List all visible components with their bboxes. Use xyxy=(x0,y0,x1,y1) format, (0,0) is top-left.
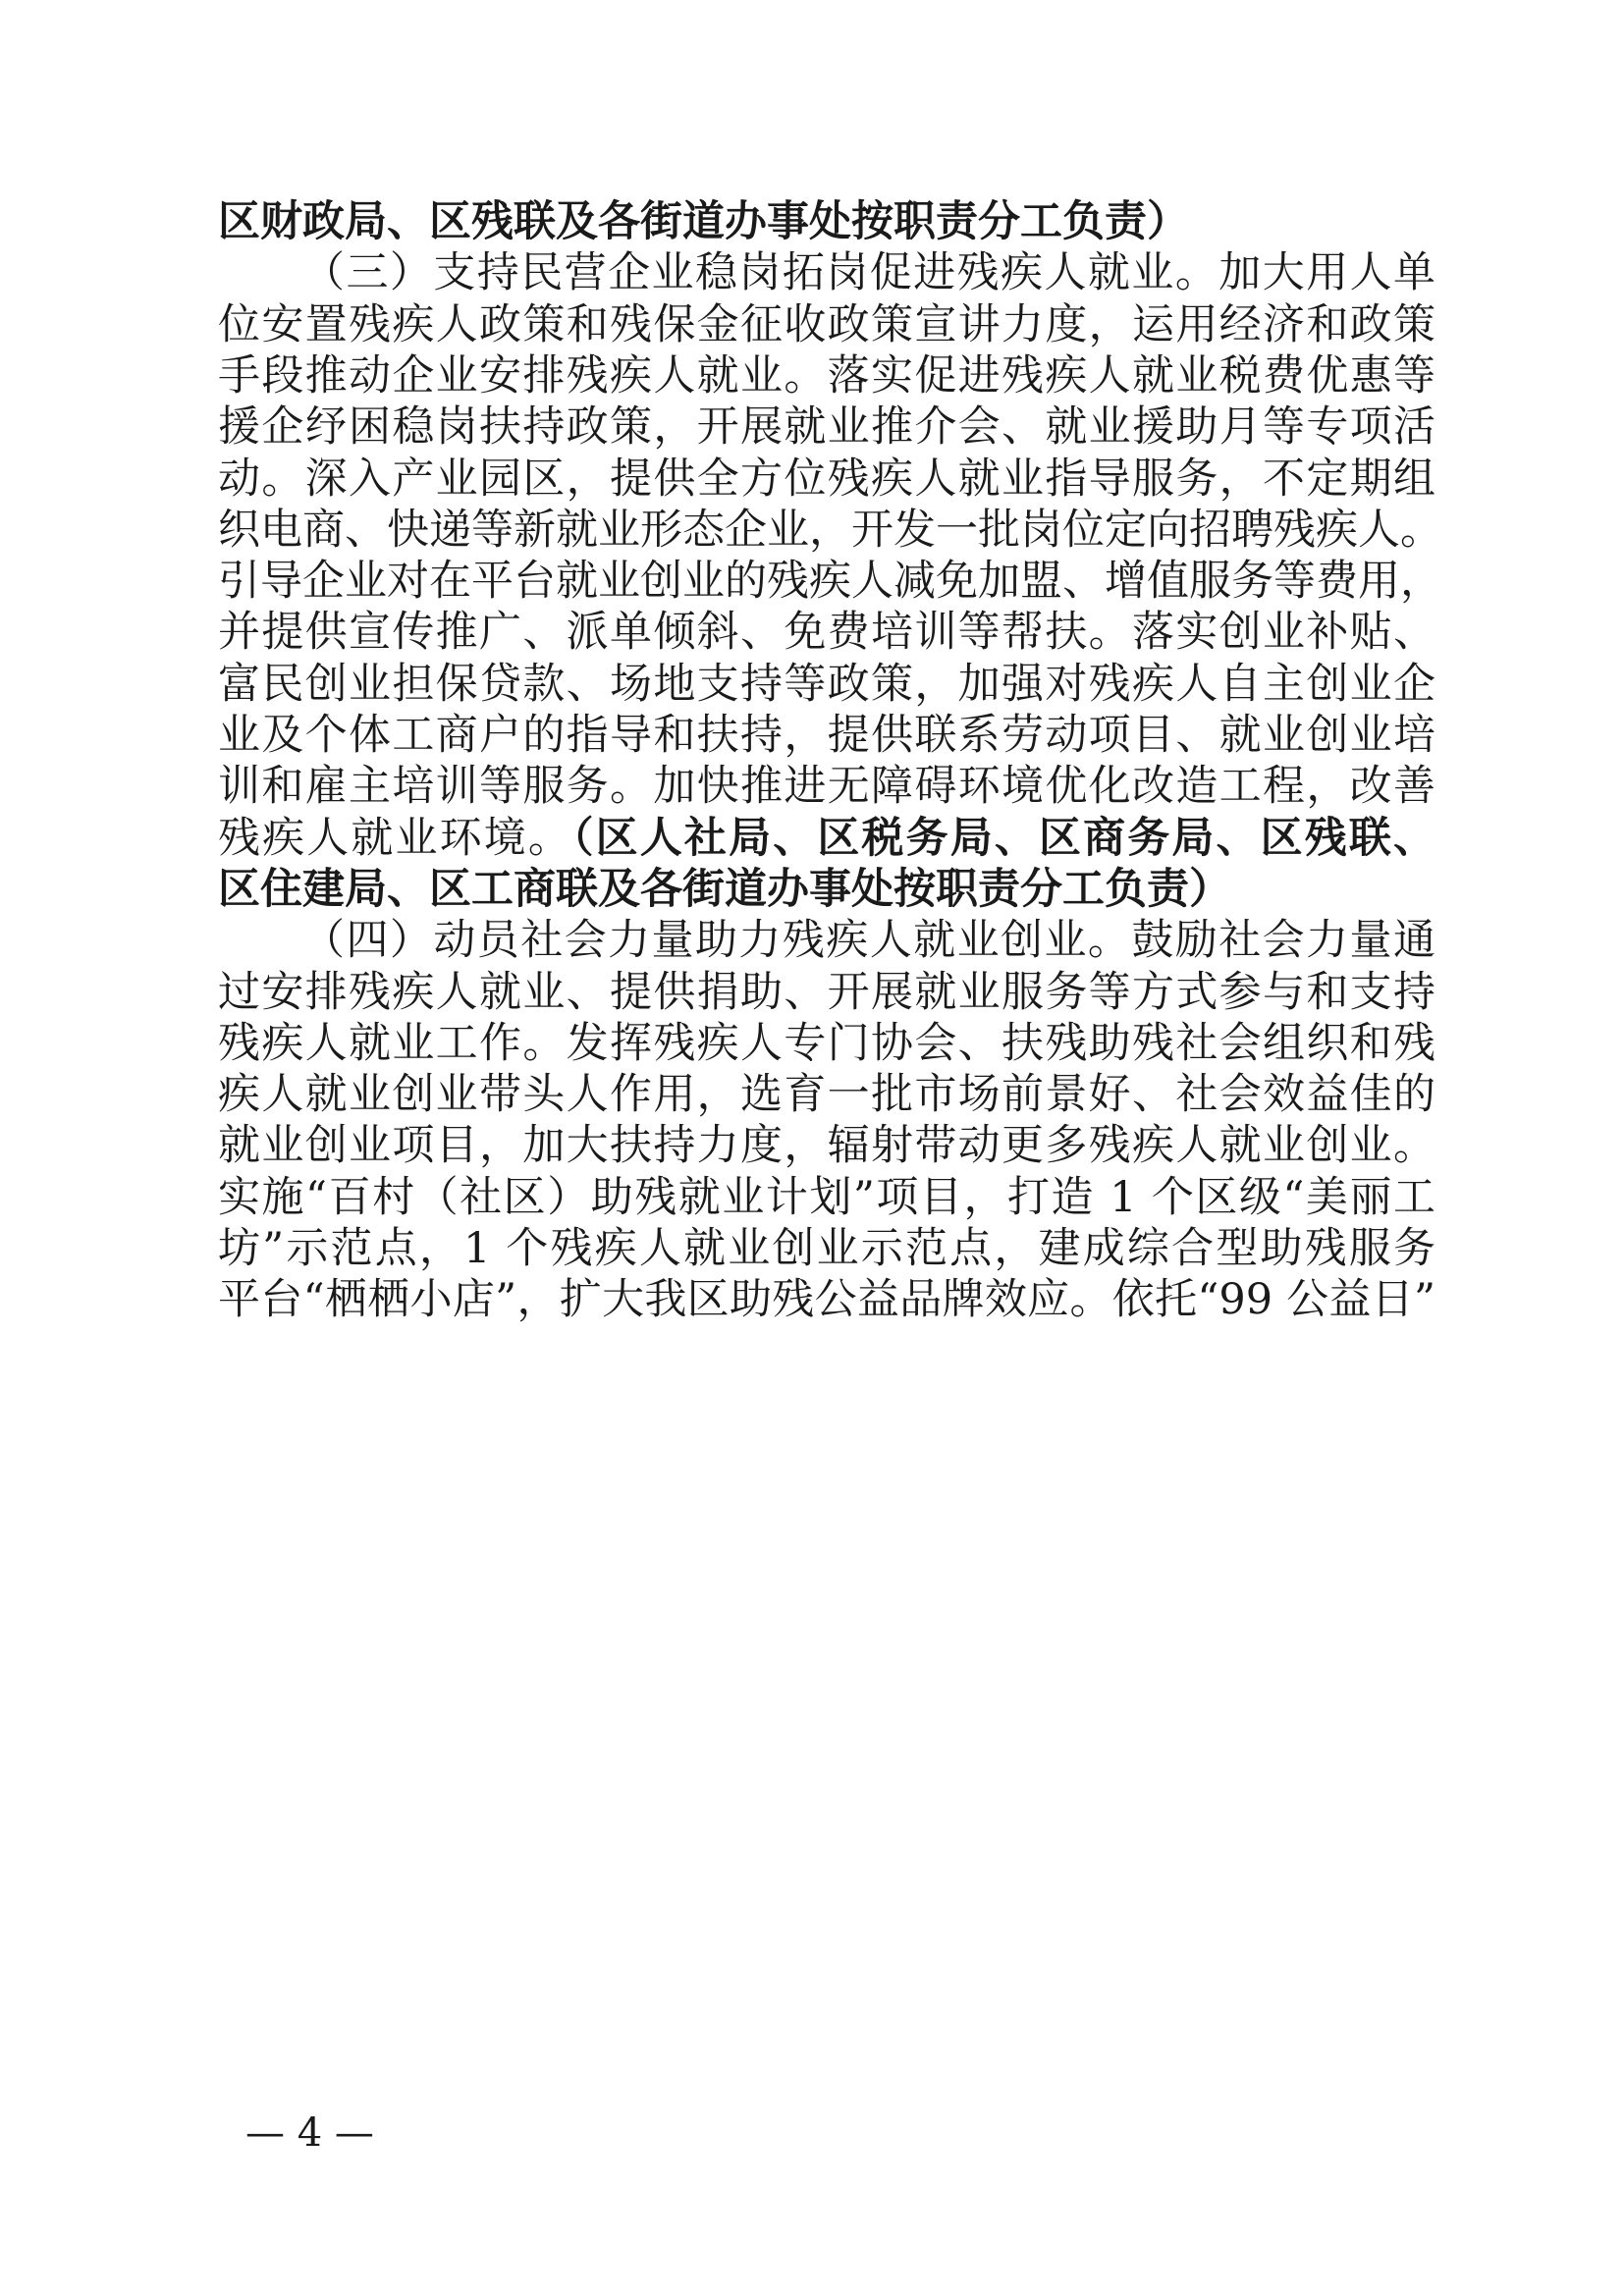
text-run: 就业创业项目，加大扶持力度，辐射带动更多残疾人就业创业。 xyxy=(218,1121,1435,1171)
text-run: 动。深入产业园区，提供全方位残疾人就业指导服务，不定期组 xyxy=(218,454,1435,504)
text-run: 训和雇主培训等服务。加快推进无障碍环境优化改造工程，改善 xyxy=(218,762,1435,812)
text-run: 位安置残疾人政策和残保金征收政策宣讲力度，运用经济和政策 xyxy=(218,299,1435,349)
text-line xyxy=(218,1121,1435,1171)
text-run: 实施“百村（社区）助残就业计划”项目，打造 1 个区级“美丽工 xyxy=(218,1172,1435,1222)
text-run: 残疾人就业工作。发挥残疾人专门协会、扶残助残社会组织和残 xyxy=(218,1018,1435,1068)
text-line xyxy=(218,299,1435,349)
text-run: 平台“栖栖小店”，扩大我区助残公益品牌效应。依托“99 公益日” xyxy=(218,1275,1435,1325)
text-line xyxy=(218,711,1435,760)
responsible-units: （区人社局、区税务局、区商务局、区残联、 xyxy=(572,813,1436,863)
text-line xyxy=(218,864,1435,914)
text-run: 坊”示范点，1 个残疾人就业创业示范点，建成综合型助残服务 xyxy=(218,1224,1435,1273)
text-line xyxy=(218,1275,1435,1325)
section-heading: （三）支持民营企业稳岗拓岗促进残疾人就业 xyxy=(302,248,1175,298)
text-line xyxy=(218,402,1435,453)
responsible-units: 区住建局、区工商联及各街道办事处按职责分工负责） xyxy=(218,864,1231,914)
text-run: 过安排残疾人就业、提供捐助、开展就业服务等方式参与和支持 xyxy=(218,967,1435,1017)
text-run: 并提供宣传推广、派单倾斜、免费培训等帮扶。落实创业补贴、 xyxy=(218,608,1435,658)
text-line xyxy=(218,1172,1435,1222)
text-line xyxy=(218,350,1435,400)
text-run: 疾人就业创业带头人作用，选育一批市场前景好、社会效益佳的 xyxy=(218,1070,1435,1120)
text-line xyxy=(218,608,1435,658)
text-run: 织电商、快递等新就业形态企业，开发一批岗位定向招聘残疾人。 xyxy=(218,505,1442,555)
text-run: 。加大用人单 xyxy=(1174,248,1436,298)
text-line xyxy=(218,1070,1435,1120)
text-run: 。鼓励社会力量通 xyxy=(1087,916,1436,966)
text-run: 手段推动企业安排残疾人就业。落实促进残疾人就业税费优惠等 xyxy=(218,350,1435,400)
text-line xyxy=(218,659,1435,709)
text-line xyxy=(302,248,1436,298)
section-heading: （四）动员社会力量助力残疾人就业创业 xyxy=(302,916,1088,966)
text-line xyxy=(302,916,1436,966)
text-line xyxy=(218,557,1442,607)
text-line xyxy=(218,762,1435,812)
text-run: 援企纾困稳岗扶持政策，开展就业推介会、就业援助月等专项活 xyxy=(218,402,1435,453)
text-line xyxy=(218,197,1435,246)
responsible-units: 区财政局、区残联及各街道办事处按职责分工负责） xyxy=(218,197,1189,246)
text-line xyxy=(218,505,1442,555)
text-run: 引导企业对在平台就业创业的残疾人减免加盟、增值服务等费用， xyxy=(218,557,1442,607)
text-run: 业及个体工商户的指导和扶持，提供联系劳动项目、就业创业培 xyxy=(218,711,1435,760)
text-line xyxy=(218,1224,1435,1273)
text-run: 富民创业担保贷款、场地支持等政策，加强对残疾人自主创业企 xyxy=(218,659,1435,709)
page-number: — 4 — xyxy=(245,2110,374,2156)
text-line xyxy=(218,967,1435,1017)
text-run: 残疾人就业环境。 xyxy=(218,813,573,863)
text-line xyxy=(218,1018,1435,1068)
text-line xyxy=(218,454,1435,504)
text-line xyxy=(218,813,1436,863)
